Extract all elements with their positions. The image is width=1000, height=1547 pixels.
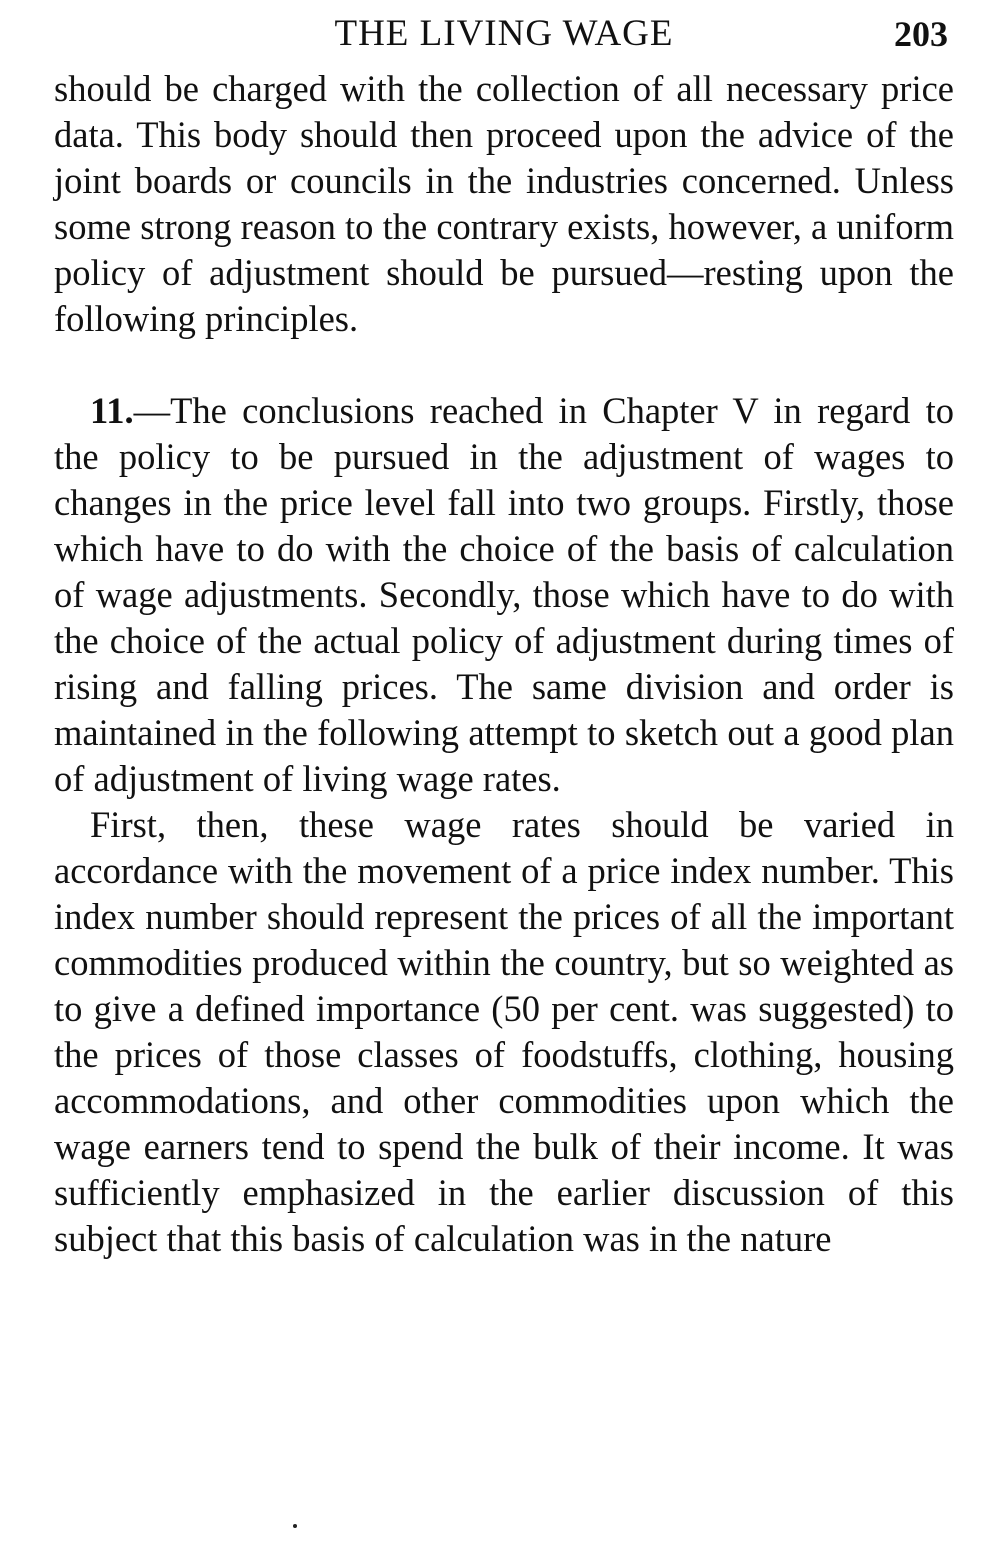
paragraph-text: First, then, these wage rates should be varied in accordance with the movement of a price index number. This index number should represent the prices of all the important commodities produced within the country, but so weighted as to give a defined importance (50 per cent. was suggested) to the prices of those classes of foodstuffs, clothing, housing accommodations, and other commodities upon which the wage earners tend to spend the bulk of their income. It was sufficiently emphasized in the earlier discussion of this subject that this basis of calculation was in the nature <box>54 804 954 1259</box>
page-number: 203 <box>894 14 948 54</box>
paragraph-section-11 <box>54 388 954 802</box>
body-text <box>54 66 954 1262</box>
running-title: THE LIVING WAGE <box>334 13 674 54</box>
book-page <box>54 10 954 1262</box>
paragraph-text: —The conclusions reached in Chapter V in regard to the policy to be pursued in the adjustment of wages to changes in the price level fall into two groups. Firstly, those which have to do with the choice of the basis of calculation of wage adjustments. Secondly, those which have to do with the choice of the actual policy of adjustment during times of rising and falling prices. The same division and order is maintained in the following attempt to sketch out a good plan of adjustment of living wage rates. <box>54 390 954 799</box>
section-number: 11. <box>90 390 134 431</box>
paragraph-text: should be charged with the collection of all necessary price data. This body should then proceed upon the advice of the joint boards or councils in the industries concerned. Unless some strong reason to the contrary exists, however, a uniform policy of adjustment should be pursued—resting upon the following principles. <box>54 68 954 339</box>
page-header <box>54 10 954 66</box>
print-speck <box>293 1524 297 1528</box>
paragraph-continued <box>54 66 954 342</box>
paragraph-first-then <box>54 802 954 1262</box>
